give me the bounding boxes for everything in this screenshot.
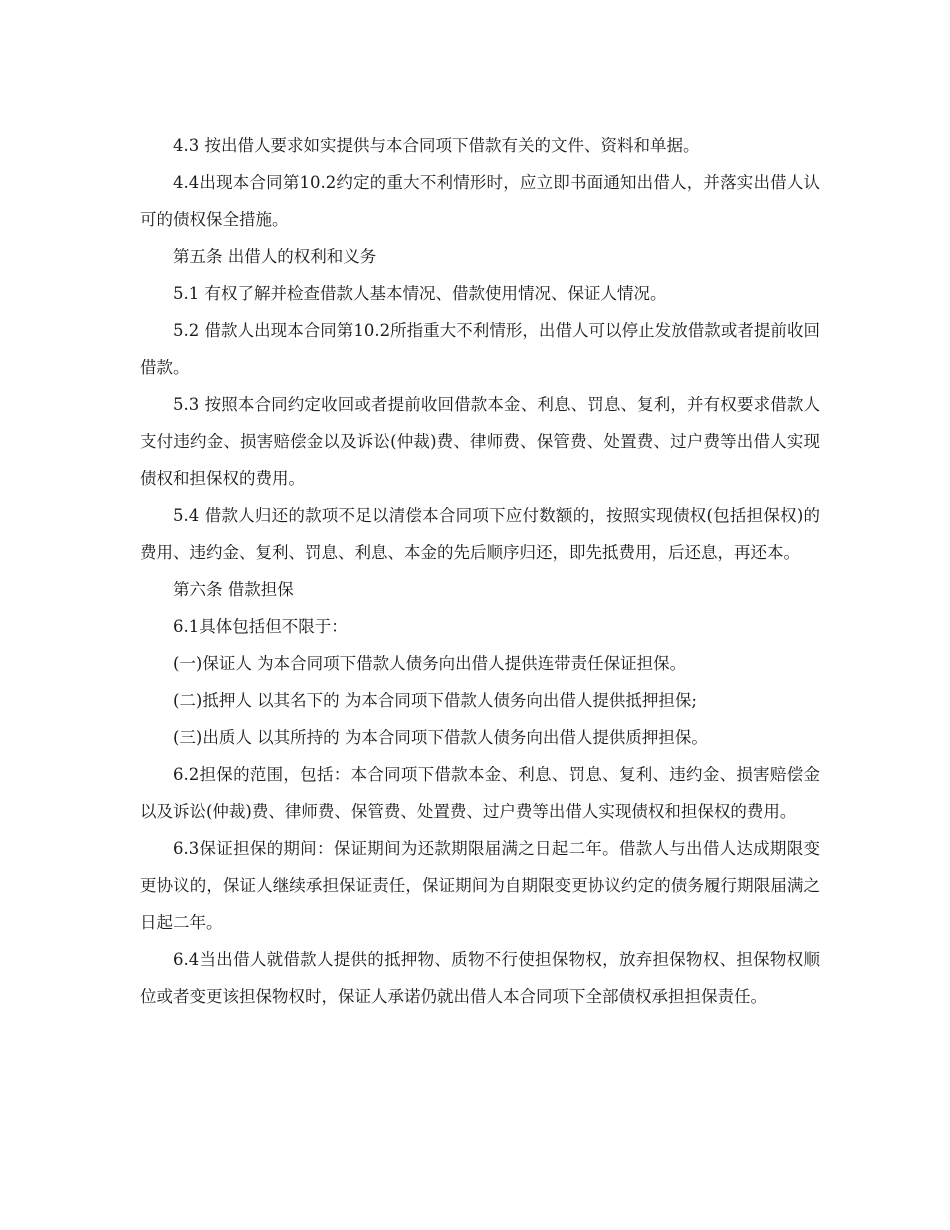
clause-6-3: 6.3保证担保的期间：保证期间为还款期限届满之日起二年。借款人与出借人达成期限变更协议的，保证人继续承担保证责任，保证期间为自期限变更协议约定的债务履行期限届满之日起二年。 xyxy=(140,839,820,932)
clause-6-1-item-2: (二)抵押人 以其名下的 为本合同项下借款人债务向出借人提供抵押担保; xyxy=(173,691,697,710)
clause-6-2: 6.2担保的范围，包括：本合同项下借款本金、利息、罚息、复利、违约金、损害赔偿金以及诉讼(仲裁)费、律师费、保管费、处置费、过户费等出借人实现债权和担保权的费用。 xyxy=(140,765,820,821)
article-6-heading: 第六条 借款担保 xyxy=(173,580,294,599)
clause-5-2: 5.2 借款人出现本合同第10.2所指重大不利情形，出借人可以停止发放借款或者提前收回借款。 xyxy=(140,321,820,377)
clause-5-1: 5.1 有权了解并检查借款人基本情况、借款使用情况、保证人情况。 xyxy=(173,284,667,303)
article-5-heading: 第五条 出借人的权利和义务 xyxy=(173,247,377,266)
clause-4-4: 4.4出现本合同第10.2约定的重大不利情形时，应立即书面通知出借人，并落实出借人认可的债权保全措施。 xyxy=(140,173,820,229)
clause-6-1-item-1: (一)保证人 为本合同项下借款人债务向出借人提供连带责任保证担保。 xyxy=(173,654,687,673)
clause-5-3: 5.3 按照本合同约定收回或者提前收回借款本金、利息、罚息、复利，并有权要求借款人支付违约金、损害赔偿金以及诉讼(仲裁)费、律师费、保管费、处置费、过户费等出借人实现债权和担保权的费用。 xyxy=(140,395,820,488)
clause-6-4: 6.4当出借人就借款人提供的抵押物、质物不行使担保物权，放弃担保物权、担保物权顺位或者变更该担保物权时，保证人承诺仍就出借人本合同项下全部债权承担担保责任。 xyxy=(140,950,820,1006)
clause-6-1: 6.1具体包括但不限于： xyxy=(173,617,348,636)
clause-6-1-item-3: (三)出质人 以其所持的 为本合同项下借款人债务向出借人提供质押担保。 xyxy=(173,728,708,747)
clause-5-4: 5.4 借款人归还的款项不足以清偿本合同项下应付数额的，按照实现债权(包括担保权)的费用、违约金、复利、罚息、利息、本金的先后顺序归还，即先抵费用，后还息，再还本。 xyxy=(140,506,820,562)
document-body xyxy=(140,127,820,1015)
clause-4-3: 4.3 按出借人要求如实提供与本合同项下借款有关的文件、资料和单据。 xyxy=(173,136,700,155)
